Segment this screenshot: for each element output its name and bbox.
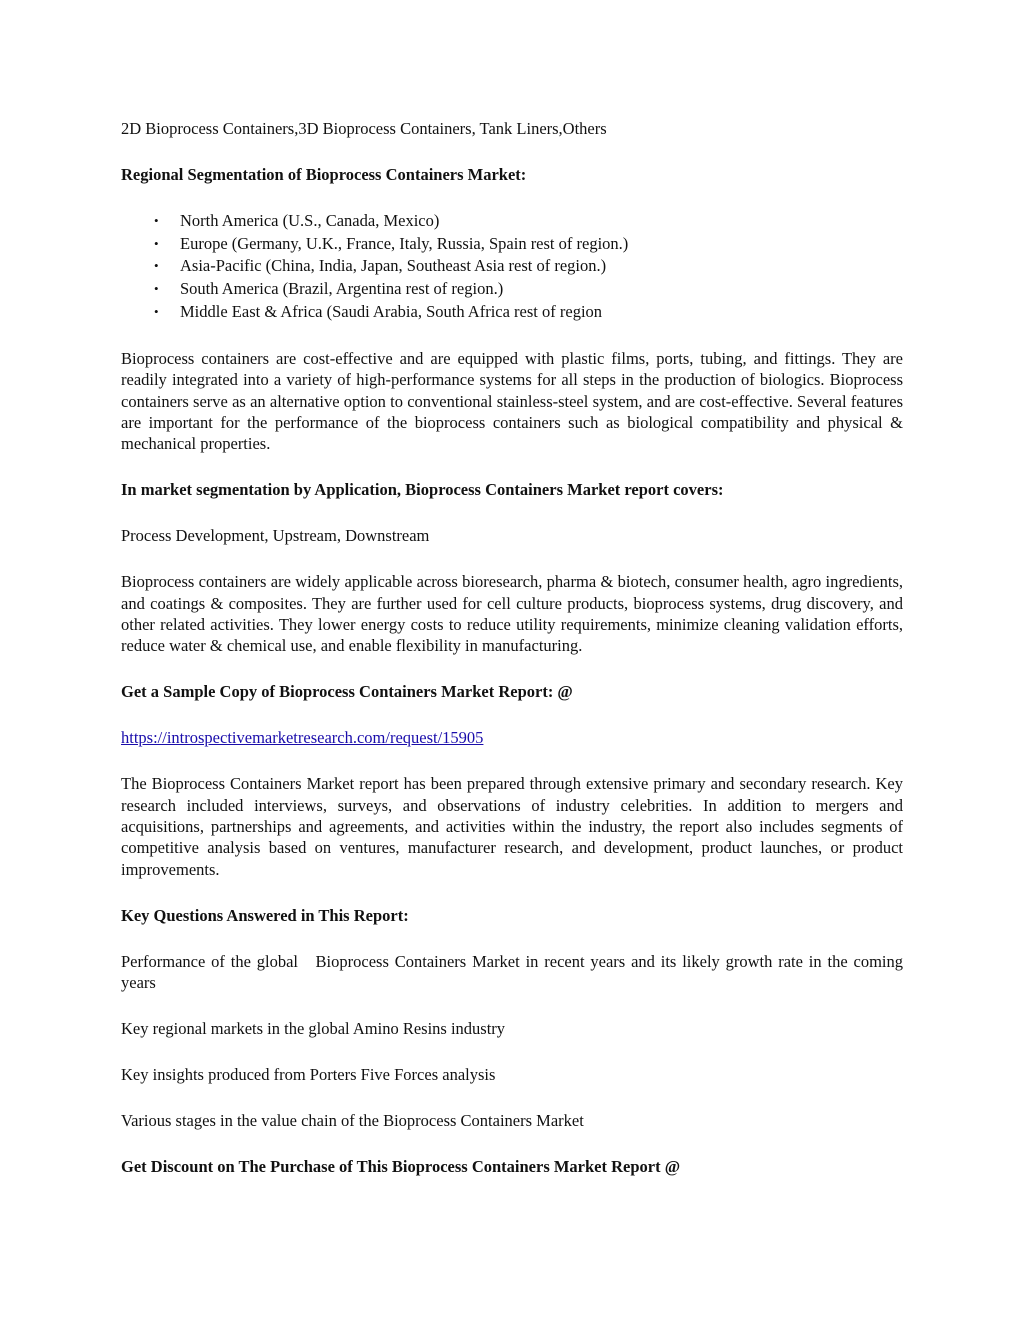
bullet-icon: • [154, 212, 159, 228]
question-item: Key insights produced from Porters Five Forces analysis [121, 1064, 496, 1084]
list-item-text: South America (Brazil, Argentina rest of region.) [180, 278, 504, 298]
list-item [121, 233, 903, 256]
applications-line: Process Development, Upstream, Downstream [121, 526, 430, 546]
product-types-line: 2D Bioprocess Containers,3D Bioprocess Containers, Tank Liners,Others [121, 119, 607, 138]
application-segmentation-heading: In market segmentation by Application, Bioprocess Containers Market report covers: [121, 480, 724, 500]
bullet-icon: • [154, 303, 159, 319]
list-item-text: Asia-Pacific (China, India, Japan, Southeast Asia rest of region.) [180, 256, 607, 276]
list-item [121, 255, 903, 278]
key-questions-heading: Key Questions Answered in This Report: [121, 905, 409, 925]
bullet-icon: • [154, 235, 159, 251]
list-item-text: Europe (Germany, U.K., France, Italy, Russia, Spain rest of region.) [180, 233, 629, 253]
sample-copy-heading: Get a Sample Copy of Bioprocess Containers Market Report: @ [121, 682, 573, 702]
applications-paragraph: Bioprocess containers are widely applicable across bioresearch, pharma & biotech, consumer health, agro ingredients, and coatings & composites. They are further used for cell culture products, bioprocess systems, drug discovery, and other related activities. They lower energy costs to reduce utility requirements, minimize cleaning validation efforts, reduce water & chemical use, and enable flexibility in manufacturing. [121, 572, 903, 656]
question-item: Various stages in the value chain of the Bioprocess Containers Market [121, 1110, 584, 1130]
document-page [121, 118, 908, 1201]
sample-link-line [121, 727, 903, 748]
sample-request-link[interactable]: https://introspectivemarketresearch.com/request/15905 [121, 728, 484, 748]
list-item [121, 278, 903, 301]
list-item [121, 210, 903, 233]
list-item-text: North America (U.S., Canada, Mexico) [180, 210, 440, 230]
question-item: Key regional markets in the global Amino Resins industry [121, 1018, 506, 1038]
list-item-text: Middle East & Africa (Saudi Arabia, South Africa rest of region [180, 301, 603, 321]
intro-paragraph: Bioprocess containers are cost-effective and are equipped with plastic films, ports, tubing, and fittings. They are readily integrated into a variety of high-performance systems for all steps in the production of biologics. Bioprocess containers serve as an alternative option to conventional stainless-steel system, and are cost-effective. Several features are important for the performance of the bioprocess containers such as biological compatibility and physical & mechanical properties. [121, 348, 903, 454]
question-item: Performance of the global Bioprocess Containers Market in recent years and its likely growth rate in the coming years [121, 951, 908, 992]
list-item [121, 301, 903, 324]
regions-list [121, 210, 903, 324]
regional-segmentation-heading: Regional Segmentation of Bioprocess Containers Market: [121, 164, 527, 184]
research-paragraph: The Bioprocess Containers Market report has been prepared through extensive primary and secondary research. Key research included interviews, surveys, and observations of industry celebrities. In addition to mergers and acquisitions, partnerships and agreements, and activities within the industry, the report also includes segments of competitive analysis based on ventures, manufacturer research, and development, product launches, or product improvements. [121, 774, 903, 879]
bullet-icon: • [154, 258, 159, 274]
bullet-icon: • [154, 280, 159, 296]
discount-heading: Get Discount on The Purchase of This Bioprocess Containers Market Report @ [121, 1156, 681, 1176]
